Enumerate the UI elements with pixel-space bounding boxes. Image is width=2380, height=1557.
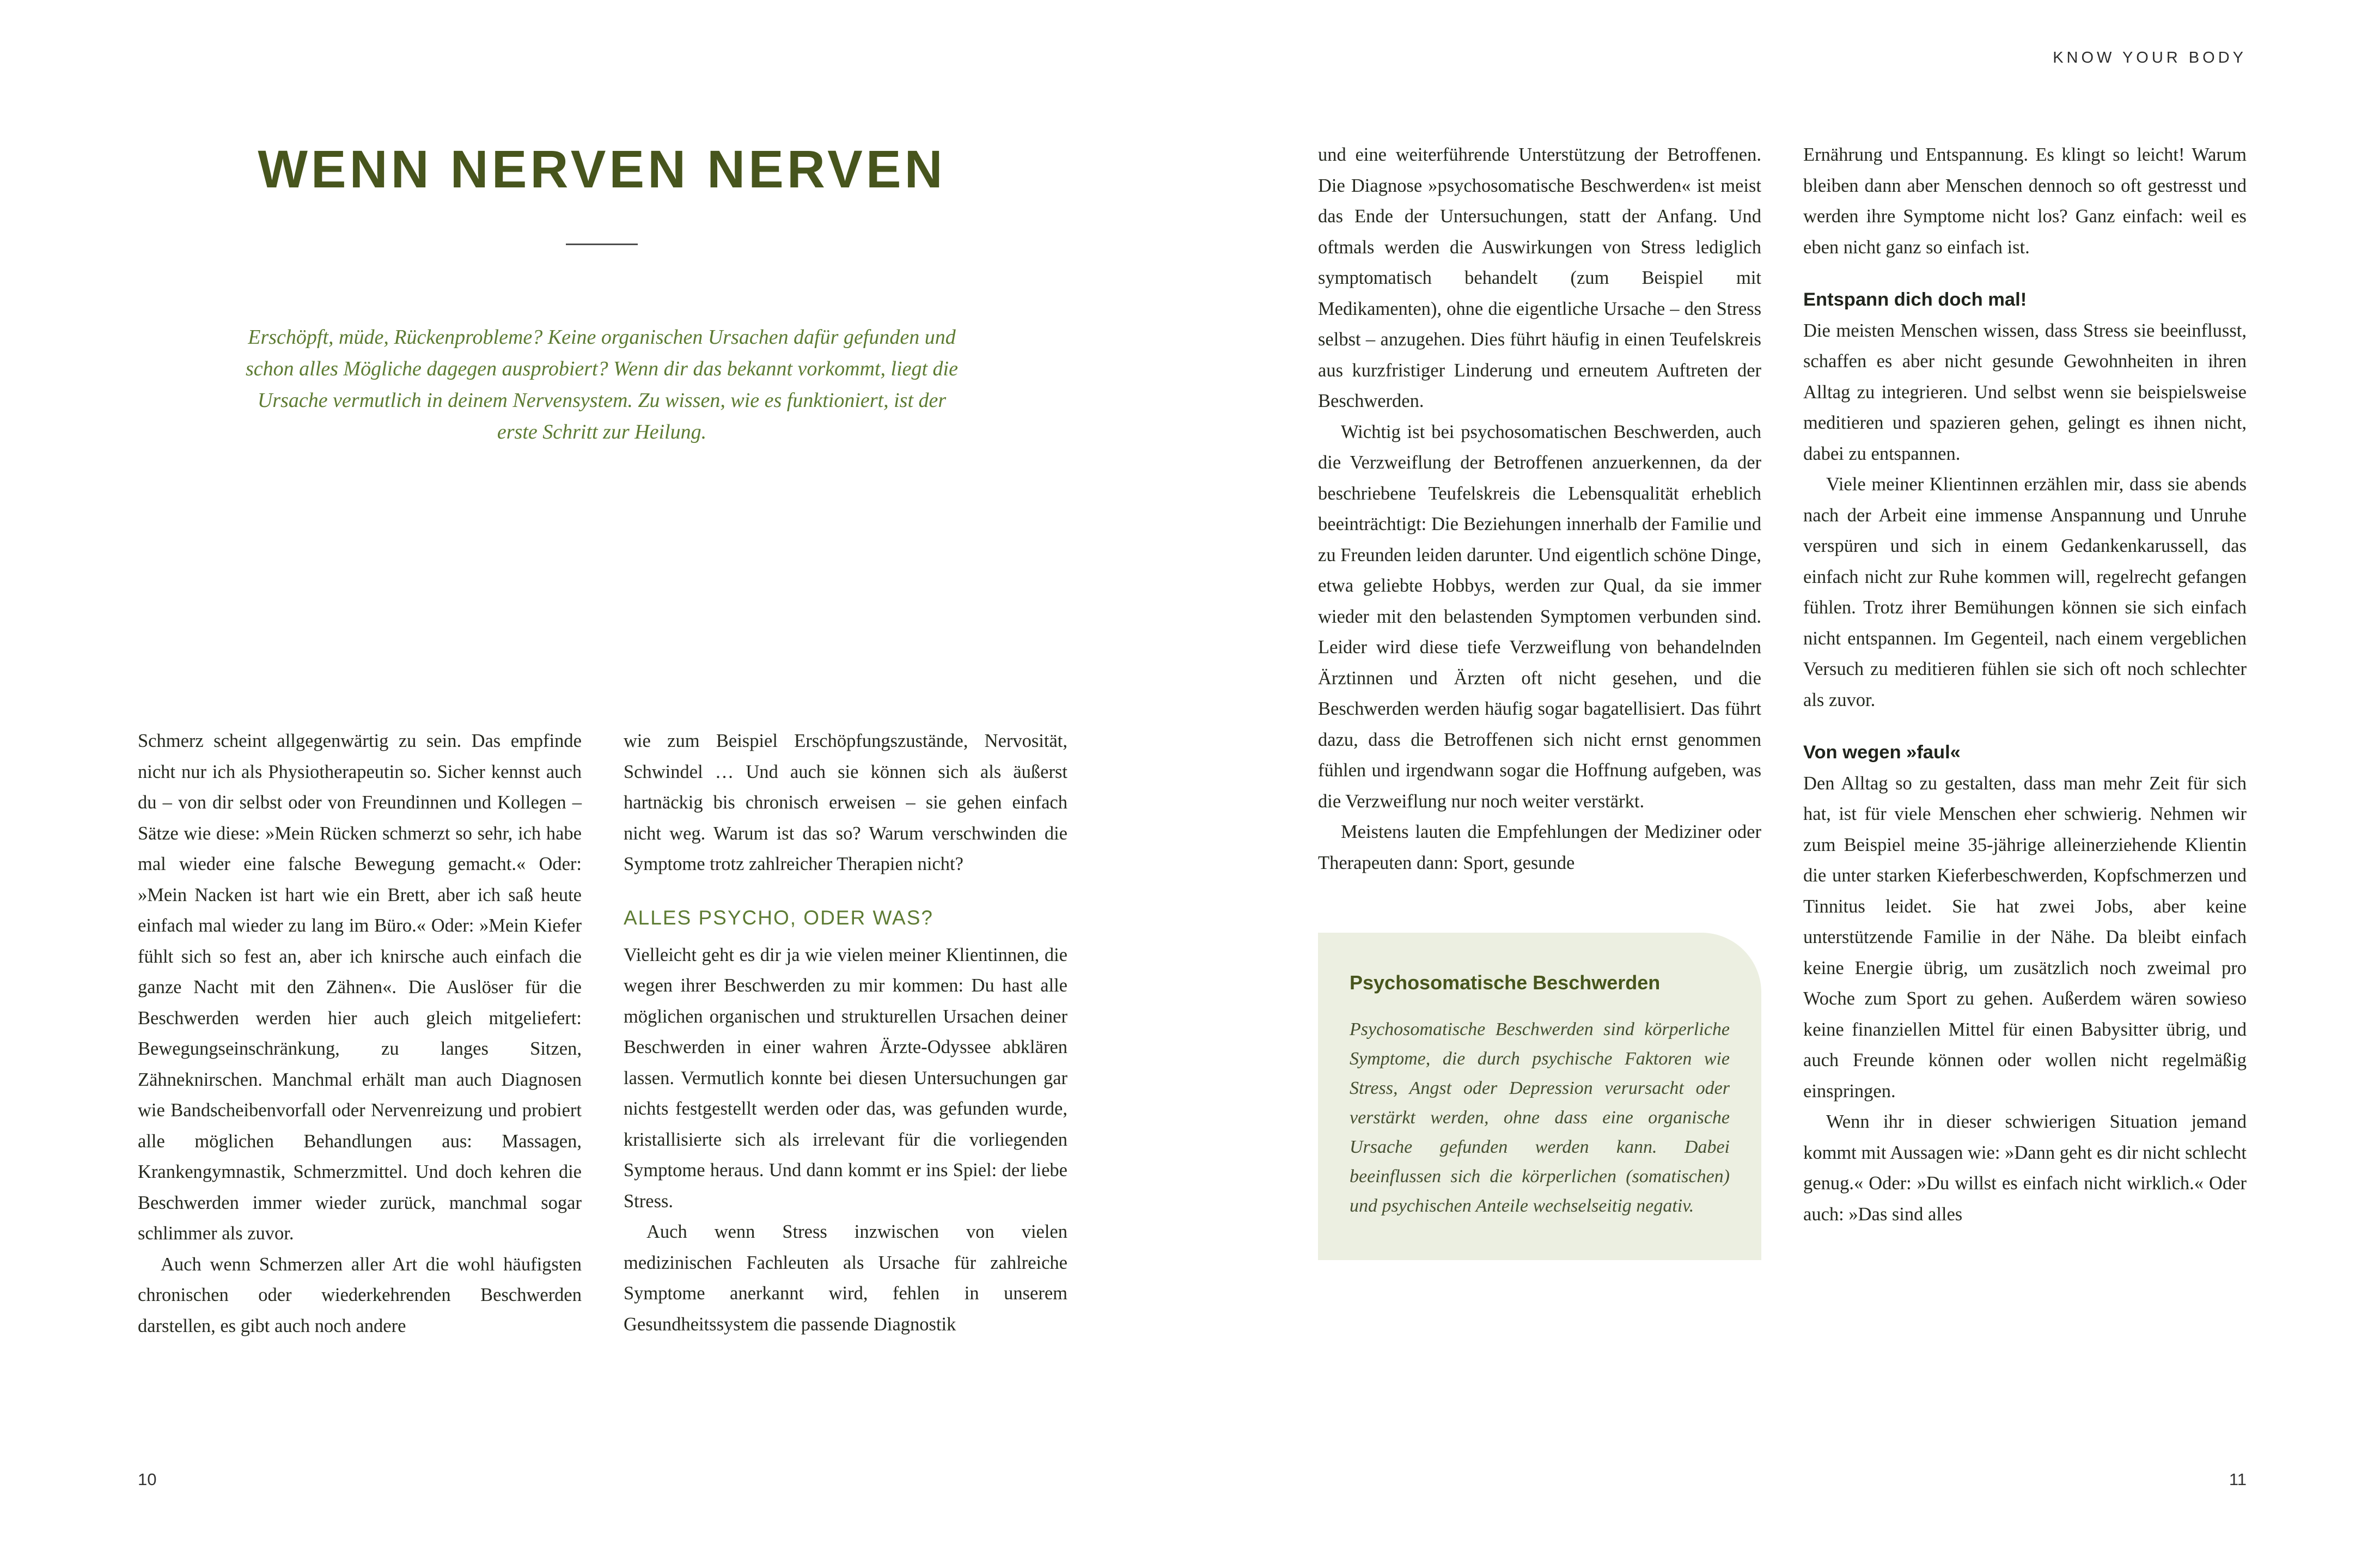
page-right [1190, 0, 2380, 1557]
paragraph: Schmerz scheint allgegenwärtig zu sein. Das empfinde nicht nur ich als Physiotherapeutin so. Sicher kennst auch du – von dir selbst oder von Freundinnen und Kollegen – Sätze wie diese: »Mein Rücken schmerzt so sehr, ich habe mal wieder eine falsche Bewegung gemacht.« Oder: »Mein Nacken ist hart wie ein Brett, aber ich saß heute einfach mal wieder zu lang im Büro.« Oder: »Mein Kiefer fühlt sich so fest an, aber ich knirsche auch einfach die ganze Nacht mit den Zähnen«. Die Auslöser für die Beschwerden werden hier auch gleich mitgeliefert: Bewegungseinschränkung, zu langes Sitzen, Zähneknirschen. Manchmal erhält man auch Diagnosen wie Bandscheibenvorfall oder Nervenreizung und probiert alle möglichen Behandlungen aus: Massagen, Krankengymnastik, Schmerzmittel. Und doch kehren die Beschwerden immer wieder zurück, manchmal sogar schlimmer als zuvor. [138, 731, 582, 1244]
title-divider [566, 244, 638, 245]
paragraph: Wichtig ist bei psychosomatischen Beschwerden, auch die Verzweiflung der Betroffenen anzuerkennen, da der beschriebene Teufelskreis die Lebensqualität erheblich beeinträchtigt: Die Beziehungen innerhalb der Familie und zu Freunden leiden darunter. Und eigentlich schöne Dinge, etwa geliebte Hobbys, werden zur Qual, da sie immer wieder mit den belastenden Symptomen verbunden sind. Leider wird diese tiefe Verzweiflung von behandelnden Ärztinnen und Ärzten oft nicht gesehen, und die Beschwerden werden häufig sogar bagatellisiert. Das führt dazu, dass die Betroffenen sich nicht ernst genommen fühlen und irgendwann sogar die Hoffnung aufgeben, was die Verzweiflung nur noch weiter verstärkt. [1318, 421, 1761, 812]
section-heading: ALLES PSYCHO, ODER WAS? [624, 906, 933, 929]
paragraph: und eine weiterführende Unterstützung der Betroffenen. Die Diagnose »psychosomatische Beschwerden« ist meist das Ende der Untersuchungen, statt der Anfang. Und oftmals werden die Auswirkungen von Stress lediglich symptomatisch behandelt (zum Beispiel mit Medikamenten), ohne die eigentliche Ursache – den Stress selbst – anzugehen. Dies führt häufig in einen Teufelskreis aus kurzfristiger Linderung und erneutem Auftreten der Beschwerden. [1318, 144, 1761, 411]
right-page-columns [1318, 139, 2247, 1260]
info-box-text: Psychosomatische Beschwerden sind körperliche Symptome, die durch psychische Faktoren wie Stress, Angst oder Depression verursacht oder verstärkt werden, ohne dass eine organische Ursache gefunden werden kann. Dabei beeinflussen sich die körperlichen (somatischen) und psychischen Anteile wechselseitig negativ. [1350, 1019, 1730, 1216]
chapter-intro: Erschöpft, müde, Rückenprobleme? Keine organischen Ursachen dafür gefunden und schon alles Mögliche dagegen ausprobiert? Wenn dir das bekannt vorkommt, liegt die Ursache vermutlich in deinem Nervensystem. Zu wissen, wie es funktioniert, ist der erste Schritt zur Heilung. [246, 326, 958, 443]
paragraph: Meistens lauten die Empfehlungen der Mediziner oder Therapeuten dann: Sport, gesunde [1318, 822, 1761, 873]
chapter-head [131, 139, 1073, 448]
paragraph: Wenn ihr in dieser schwierigen Situation jemand kommt mit Aussagen wie: »Dann geht es dir nicht schlecht genug.« Oder: »Du willst es einfach nicht wirklich.« Oder auch: »Das sind alles [1803, 1111, 2247, 1225]
info-box-title: Psychosomatische Beschwerden [1350, 971, 1661, 994]
text-column-1 [138, 726, 582, 1341]
text-column-4 [1803, 139, 2247, 1260]
paragraph: Vielleicht geht es dir ja wie vielen meiner Klientinnen, die wegen ihrer Beschwerden zu mir kommen: Du hast alle möglichen organischen und strukturellen Ursachen deiner Beschwerden in einer wahren Ärzte-Odyssee abklären lassen. Vermutlich konnte bei diesen Untersuchungen gar nichts festgestellt werden oder das, was gefunden wurde, kristallisierte sich als irrelevant für die vorliegenden Symptome heraus. Und dann kommt er ins Spiel: der liebe Stress. [624, 944, 1067, 1212]
info-box [1318, 933, 1761, 1260]
text-column-2 [624, 726, 1067, 1341]
text-column-3 [1318, 139, 1761, 1260]
paragraph: Die meisten Menschen wissen, dass Stress sie beeinflusst, schaffen es aber nicht gesunde Gewohnheiten in ihren Alltag zu integrieren. Und selbst wenn sie beispielsweise meditieren und spazieren gehen, gelingt es ihnen nicht, dabei zu entspannen. [1803, 320, 2247, 464]
run-in-heading: Von wegen »faul« [1803, 742, 1961, 763]
paragraph: Den Alltag so zu gestalten, dass man mehr Zeit für sich hat, ist für viele Menschen eher schwierig. Nehmen wir zum Beispiel meine 35-jährige alleinerziehende Klientin die unter starken Kieferbeschwerden, Kopfschmerzen und Tinnitus leidet. Sie hat zwei Jobs, aber keine unterstützende Familie in der Nähe. Da bleibt einfach keine Energie übrig, um zusätzlich noch zweimal pro Woche zum Sport zu gehen. Außerdem wären sowieso keine finanziellen Mittel für einen Babysitter übrig, und auch Freunde können oder wollen nicht regelmäßig einspringen. [1803, 773, 2247, 1102]
page-number: 10 [138, 1470, 157, 1489]
page-number: 11 [2229, 1470, 2247, 1489]
paragraph: wie zum Beispiel Erschöpfungszustände, Nervosität, Schwindel … Und auch sie können sich als äußerst hartnäckig bis chronisch erweisen – sie gehen einfach nicht weg. Warum ist das so? Warum verschwinden die Symptome trotz zahlreicher Therapien nicht? [624, 731, 1067, 874]
run-in-heading: Entspann dich doch mal! [1803, 289, 2027, 310]
paragraph: Auch wenn Stress inzwischen von vielen medizinischen Fachleuten als Ursache für zahlreiche Symptome anerkannt wird, fehlen in unserem Gesundheitssystem die passende Diagnostik [624, 1221, 1067, 1335]
paragraph: Ernährung und Entspannung. Es klingt so leicht! Warum bleiben dann aber Menschen dennoch so oft gestresst und werden ihre Symptome nicht los? Ganz einfach: weil es eben nicht ganz so einfach ist. [1803, 144, 2247, 258]
chapter-title: WENN NERVEN NERVEN [258, 139, 946, 199]
left-page-columns [138, 726, 1067, 1341]
paragraph: Viele meiner Klientinnen erzählen mir, dass sie abends nach der Arbeit eine immense Anspannung und Unruhe verspüren und sich in einem Gedankenkarussell, das einfach nicht zur Ruhe kommen will, regelrecht gefangen fühlen. Trotz ihrer Bemühungen können sie sich einfach nicht entspannen. Im Gegenteil, nach einem vergeblichen Versuch zu meditieren fühlen sie sich oft noch schlechter als zuvor. [1803, 474, 2247, 710]
paragraph: Auch wenn Schmerzen aller Art die wohl häufigsten chronischen oder wiederkehrenden Beschwerden darstellen, es gibt auch noch andere [138, 1254, 582, 1336]
running-head: KNOW YOUR BODY [2053, 49, 2247, 66]
